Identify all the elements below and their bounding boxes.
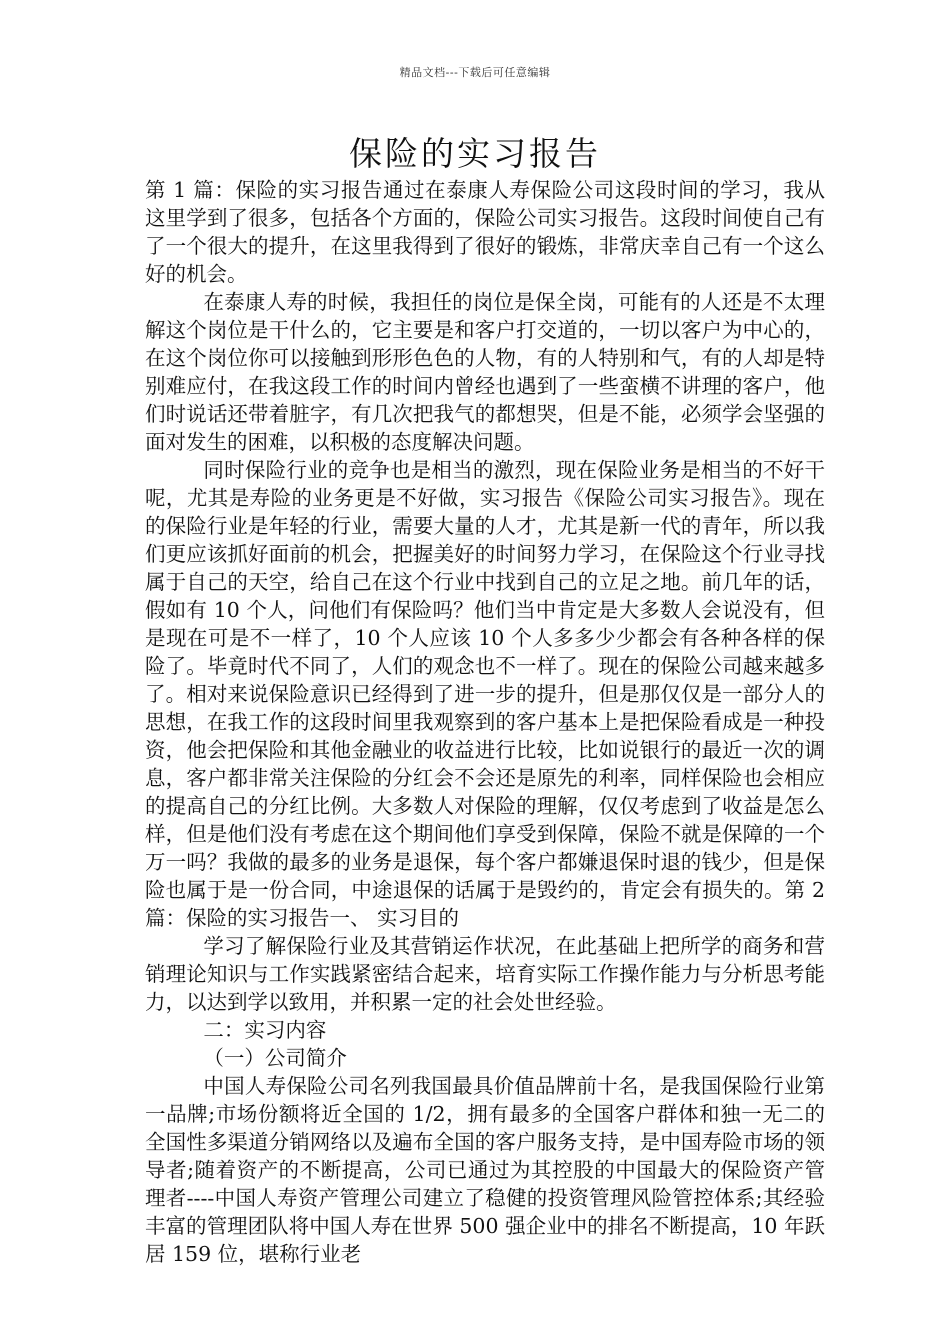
document-body xyxy=(145,176,825,1268)
paragraph: （一）公司简介 xyxy=(203,1046,347,1070)
page-header: 精品文档---下载后可任意编辑 xyxy=(399,66,551,79)
paragraph: 在泰康人寿的时候，我担任的岗位是保全岗，可能有的人还是不太理解这个岗位是干什么的，它主要是和客户打交道的，一切以客户为中心的，在这个岗位你可以接触到形形色色的人物，有的人特别和气，有的人却是特别难应付，在我这段工作的时间内曾经也遇到了一些蛮横不讲理的客户，他们时说话还带着脏字，有几次把我气的都想哭，但是不能，必须学会坚强的面对发生的困难，以积极的态度解决问题。 xyxy=(145,290,825,454)
paragraph: 第 1 篇：保险的实习报告通过在泰康人寿保险公司这段时间的学习，我从这里学到了很多，包括各个方面的，保险公司实习报告。这段时间使自己有了一个很大的提升，在这里我得到了很好的锻炼，非常庆幸自己有一个这么好的机会。 xyxy=(145,178,825,286)
paragraph: 二：实习内容 xyxy=(203,1018,327,1042)
paragraph: 中国人寿保险公司名列我国最具价值品牌前十名，是我国保险行业第一品牌;市场份额将近全国的 1/2，拥有最多的全国客户群体和独一无二的全国性多渠道分销网络以及遍布全国的客户服务支持，是中国寿险市场的领导者;随着资产的不断提高，公司已通过为其控股的中国最大的保险资产管理者----中国人寿资产管理公司建立了稳健的投资管理风险管控体系;其经验丰富的管理团队将中国人寿在世界 500 强企业中的排名不断提高，10 年跃居 159 位，堪称行业老 xyxy=(145,1074,825,1266)
document-title: 保险的实习报告 xyxy=(349,134,601,173)
paragraph: 同时保险行业的竞争也是相当的激烈，现在保险业务是相当的不好干呢，尤其是寿险的业务更是不好做，实习报告《保险公司实习报告》。现在的保险行业是年轻的行业，需要大量的人才，尤其是新一代的青年，所以我们更应该抓好面前的机会，把握美好的时间努力学习，在保险这个行业寻找属于自己的天空，给自己在这个行业中找到自己的立足之地。前几年的话，假如有 10 个人，问他们有保险吗？他们当中肯定是大多数人会说没有，但是现在可是不一样了，10 个人应该 10 个人多多少少都会有各种各样的保险了。毕竟时代不同了，人们的观念也不一样了。现在的保险公司越来越多了。相对来说保险意识已经得到了进一步的提升，但是那仅仅是一部分人的思想，在我工作的这段时间里我观察到的客户基本上是把保险看成是一种投资，他会把保险和其他金融业的收益进行比较，比如说银行的最近一次的调息，客户都非常关注保险的分红会不会还是原先的利率，同样保险也会相应的提高自己的分红比例。大多数人对保险的理解，仅仅考虑到了收益是怎么样，但是他们没有考虑在这个期间他们享受到保障，保险不就是保障的一个万一吗？我做的最多的业务是退保，每个客户都嫌退保时退的钱少，但是保险也属于是一份合同，中途退保的话属于是毁约的，肯定会有损失的。第 2 篇：保险的实习报告一、 实习目的 xyxy=(145,458,825,930)
paragraph: 学习了解保险行业及其营销运作状况，在此基础上把所学的商务和营销理论知识与工作实践紧密结合起来，培育实际工作操作能力与分析思考能力，以达到学以致用，并积累一定的社会处世经验。 xyxy=(145,934,825,1014)
